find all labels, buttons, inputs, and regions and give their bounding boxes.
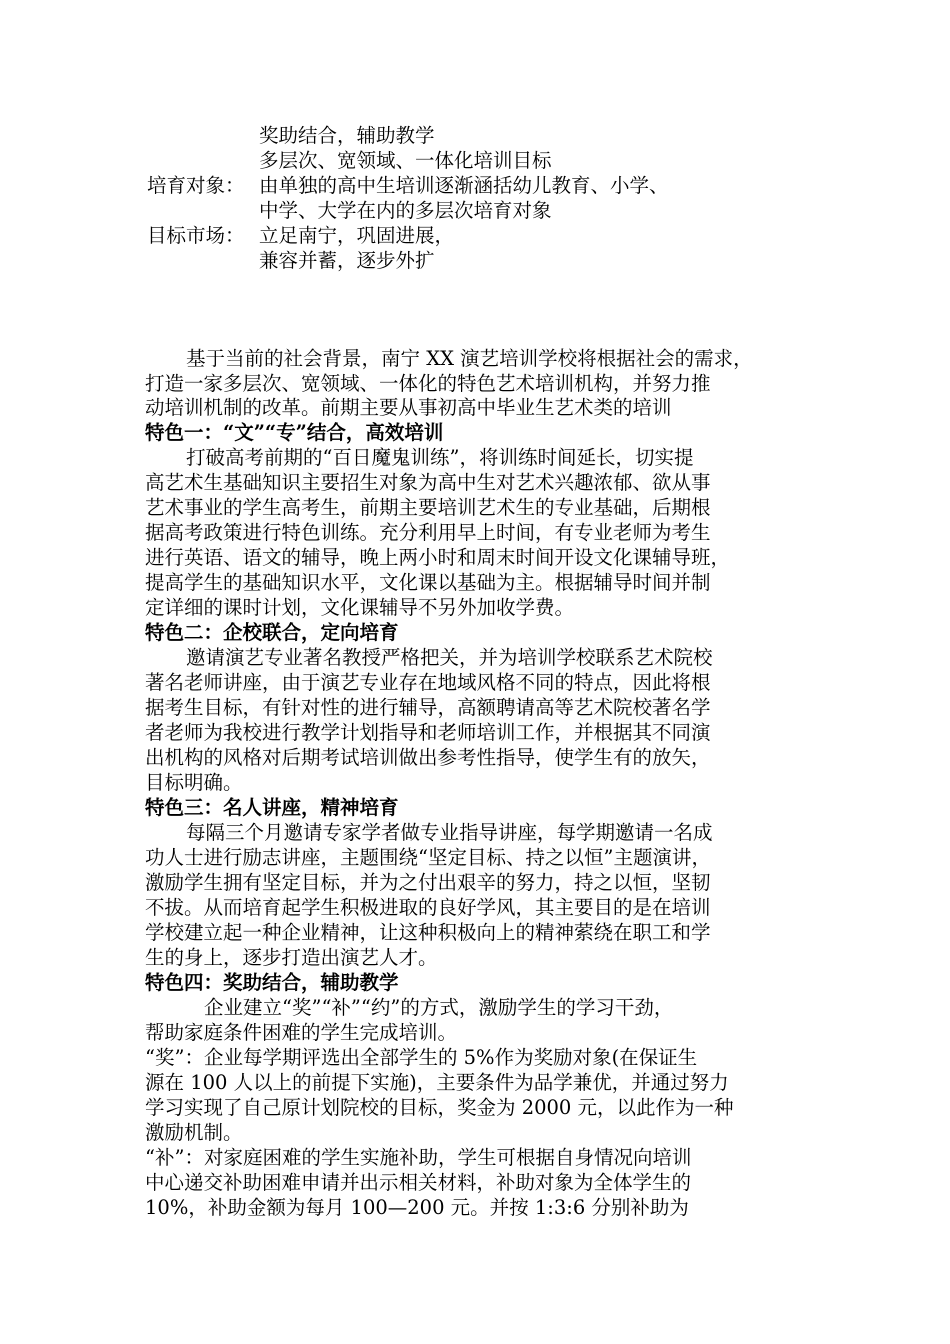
paragraph-line: 学习实现了自己原计划院校的目标，奖金为 2000 元，以此作为一种	[145, 1096, 734, 1119]
paragraph-line: 艺术事业的学生高考生，前期主要培训艺术生的专业基础，后期根	[145, 496, 711, 519]
paragraph-line: 企业建立“奖”“补”“约”的方式，激励学生的学习干劲，	[204, 996, 674, 1019]
target-line-1: 由单独的高中生培训逐渐涵括幼儿教育、小学、	[259, 174, 669, 197]
target-label: 培育对象：	[147, 174, 245, 197]
paragraph-line: 提高学生的基础知识水平，文化课以基础为主。根据辅导时间并制	[145, 571, 711, 594]
paragraph-line: 高艺术生基础知识主要招生对象为高中生对艺术兴趣浓郁、欲从事	[145, 471, 711, 494]
target-line-2: 中学、大学在内的多层次培育对象	[259, 199, 552, 222]
paragraph-line: 10%，补助金额为每月 100—200 元。并按 1:3:6 分别补助为	[145, 1196, 689, 1219]
paragraph-line: 不拔。从而培育起学生积极进取的良好学风，其主要目的是在培训	[145, 896, 711, 919]
goal-line-multilevel: 多层次、宽领域、一体化培训目标	[259, 149, 552, 172]
section-heading: 特色四：奖助结合，辅助教学	[145, 971, 399, 994]
paragraph-line: 据高考政策进行特色训练。充分利用早上时间，有专业老师为考生	[145, 521, 711, 544]
paragraph-line: 定详细的课时计划，文化课辅导不另外加收学费。	[145, 596, 575, 619]
paragraph-line: 激励机制。	[145, 1121, 243, 1144]
paragraph-line: 激励学生拥有坚定目标，并为之付出艰辛的努力，持之以恒，坚韧	[145, 871, 711, 894]
paragraph-line: 进行英语、语文的辅导，晚上两小时和周末时间开设文化课辅导班，	[145, 546, 731, 569]
paragraph-line: 帮助家庭条件困难的学生完成培训。	[145, 1021, 458, 1044]
section-heading: 特色一：“文”“专”结合，高效培训	[145, 421, 444, 444]
market-line-2: 兼容并蓄，逐步外扩	[259, 249, 435, 272]
paragraph-line: 功人士进行励志讲座，主题围绕“坚定目标、持之以恒”主题演讲，	[145, 846, 711, 869]
section-heading: 特色三：名人讲座，精神培育	[145, 796, 399, 819]
paragraph-line: 著名老师讲座，由于演艺专业存在地域风格不同的特点，因此将根	[145, 671, 711, 694]
intro-line: 基于当前的社会背景，南宁 XX 演艺培训学校将根据社会的需求，	[186, 347, 753, 370]
paragraph-line: 目标明确。	[145, 771, 243, 794]
paragraph-line: 中心递交补助困难申请并出示相关材料，补助对象为全体学生的	[145, 1171, 692, 1194]
paragraph-line: 生的身上，逐步打造出演艺人才。	[145, 946, 438, 969]
section-heading: 特色二：企校联合，定向培育	[145, 621, 399, 644]
market-label: 目标市场：	[147, 224, 245, 247]
paragraph-line: “奖”：企业每学期评选出全部学生的 5%作为奖励对象(在保证生	[145, 1046, 698, 1069]
paragraph-line: 学校建立起一种企业精神，让这种积极向上的精神萦绕在职工和学	[145, 921, 711, 944]
paragraph-line: 邀请演艺专业著名教授严格把关，并为培训学校联系艺术院校	[186, 646, 713, 669]
intro-line: 打造一家多层次、宽领域、一体化的特色艺术培训机构，并努力推	[145, 372, 711, 395]
paragraph-line: 源在 100 人以上的前提下实施)，主要条件为品学兼优，并通过努力	[145, 1071, 729, 1094]
intro-line: 动培训机制的改革。前期主要从事初高中毕业生艺术类的培训	[145, 396, 672, 419]
paragraph-line: 打破高考前期的“百日魔鬼训练”，将训练时间延长，切实提	[186, 446, 694, 469]
paragraph-line: 据考生目标，有针对性的进行辅导，高额聘请高等艺术院校著名学	[145, 696, 711, 719]
paragraph-line: 每隔三个月邀请专家学者做专业指导讲座，每学期邀请一名成	[186, 821, 713, 844]
goal-line-incentive: 奖助结合，辅助教学	[259, 124, 435, 147]
paragraph-line: 者老师为我校进行教学计划指导和老师培训工作，并根据其不同演	[145, 721, 711, 744]
paragraph-line: 出机构的风格对后期考试培训做出参考性指导，使学生有的放矢，	[145, 746, 711, 769]
market-line-1: 立足南宁，巩固进展，	[259, 224, 455, 247]
paragraph-line: “补”：对家庭困难的学生实施补助，学生可根据自身情况向培训	[145, 1146, 692, 1169]
